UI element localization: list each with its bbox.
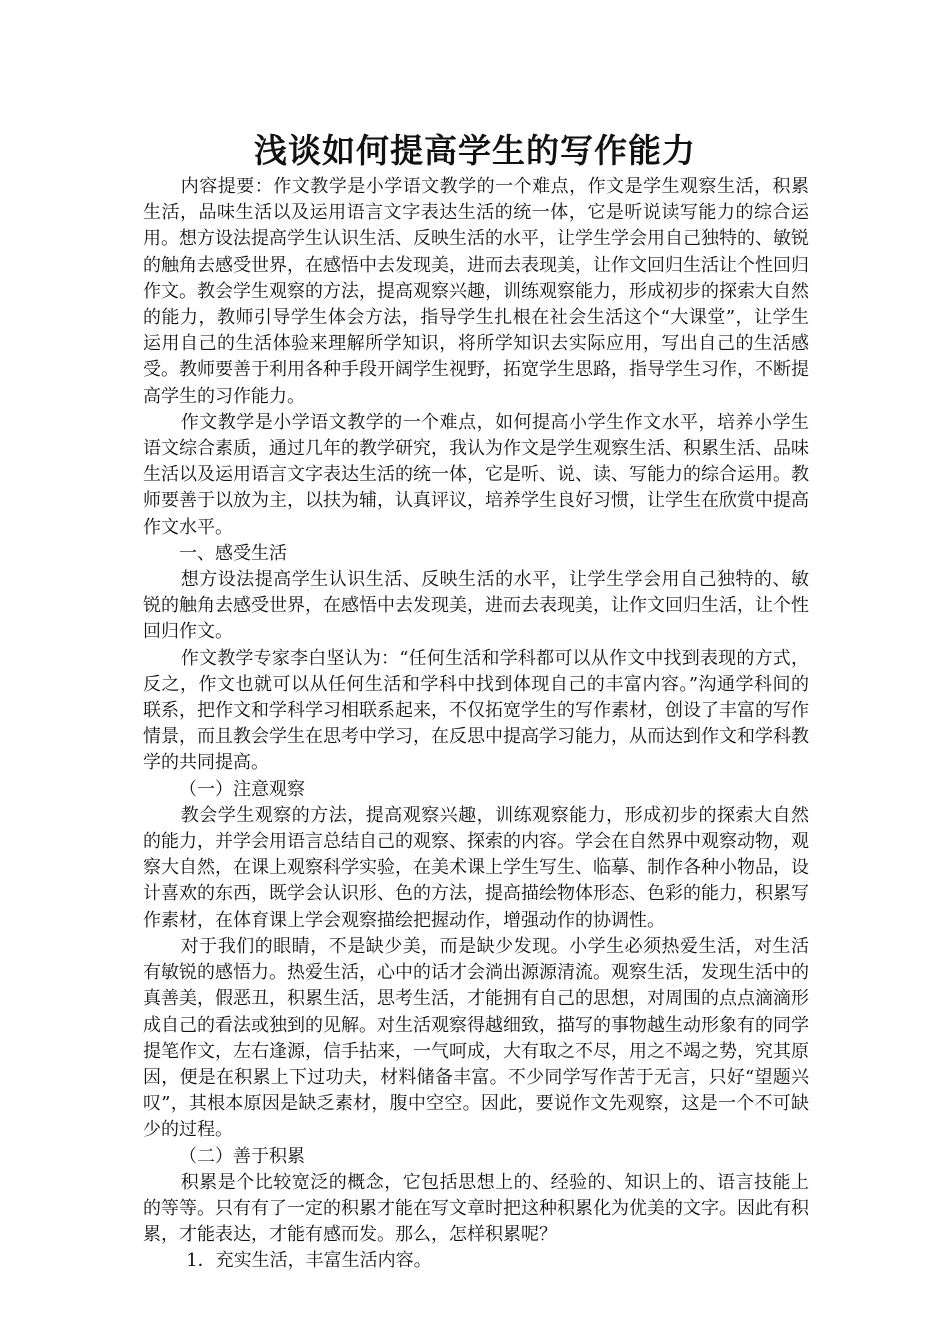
body-paragraph: 教会学生观察的方法，提高观察兴趣，训练观察能力，形成初步的探索大自然的能力，并学会用语言总结自己的观察、探索的内容。学会在自然界中观察动物，观察大自然，在课上观察科学实验，在美术课上学生写生、临摹、制作各种小物品，设计喜欢的东西，既学会认识形、色的方法，提高描绘物体形态、色彩的能力，积累写作素材，在体育课上学会观察描绘把握动作，增强动作的协调性。 [143,804,809,931]
subsection-heading: （一）注意观察 [179,778,305,800]
document-title: 浅谈如何提高学生的写作能力 [254,131,696,170]
body-paragraph: 作文教学专家李白坚认为：“任何生活和学科都可以从作文中找到表现的方式，反之，作文也就可以从任何生活和学科中找到体现自己的丰富内容。”沟通学科间的联系，把作文和学科学习相联系起来，不仅拓宽学生的写作素材，创设了丰富的写作情景，而且教会学生在思考中学习，在反思中提高学习能力，从而达到作文和学科教学的共同提高。 [143,647,809,774]
section-heading: 一、感受生活 [179,542,287,564]
body-paragraph: 积累是个比较宽泛的概念，它包括思想上的、经验的、知识上的、语言技能上的等等。只有有了一定的积累才能在写文章时把这种积累化为优美的文字。因此有积累，才能表达，才能有感而发。那么，怎样积累呢？ [143,1171,809,1246]
body-paragraph: 对于我们的眼睛，不是缺少美，而是缺少发现。小学生必须热爱生活，对生活有敏锐的感悟力。热爱生活，心中的话才会淌出源源清流。观察生活，发现生活中的真善美，假恶丑，积累生活，思考生活，才能拥有自己的思想，对周围的点点滴滴形成自己的看法或独到的见解。对生活观察得越细致，描写的事物越生动形象有的同学提笔作文，左右逢源，信手拈来，一气呵成，大有取之不尽，用之不竭之势，究其原因，便是在积累上下过功夫，材料储备丰富。不少同学写作苦于无言，只好“望题兴叹”，其根本原因是缺乏素材，腹中空空。因此，要说作文先观察，这是一个不可缺少的过程。 [143,935,809,1141]
document-body [143,174,809,1275]
abstract-paragraph: 内容提要：作文教学是小学语文教学的一个难点，作文是学生观察生活，积累生活，品味生活以及运用语言文字表达生活的统一体，它是听说读写能力的综合运用。想方设法提高学生认识生活、反映生活的水平，让学生学会用自己独特的、敏锐的触角去感受世界，在感悟中去发现美，进而去表现美，让作文回归生活让个性回归作文。教会学生观察的方法，提高观察兴趣，训练观察能力，形成初步的探索大自然的能力，教师引导学生体会方法，指导学生扎根在社会生活这个“大课堂”，让学生运用自己的生活体验来理解所学知识，将所学知识去实际应用，写出自己的生活感受。教师要善于利用各种手段开阔学生视野，拓宽学生思路，指导学生习作，不断提高学生的习作能力。 [143,176,809,407]
body-paragraph: 作文教学是小学语文教学的一个难点，如何提高小学生作文水平，培养小学生语文综合素质，通过几年的教学研究，我认为作文是学生观察生活、积累生活、品味生活以及运用语言文字表达生活的统一体，它是听、说、读、写能力的综合运用。教师要善于以放为主，以扶为辅，认真评议，培养学生良好习惯，让学生在欣赏中提高作文水平。 [143,411,809,538]
body-paragraph: 想方设法提高学生认识生活、反映生活的水平，让学生学会用自己独特的、敏锐的触角去感受世界，在感悟中去发现美，进而去表现美，让作文回归生活，让个性回归作文。 [143,569,809,643]
subsection-heading: （二）善于积累 [179,1145,305,1167]
list-item: 1．充实生活，丰富生活内容。 [186,1250,432,1272]
